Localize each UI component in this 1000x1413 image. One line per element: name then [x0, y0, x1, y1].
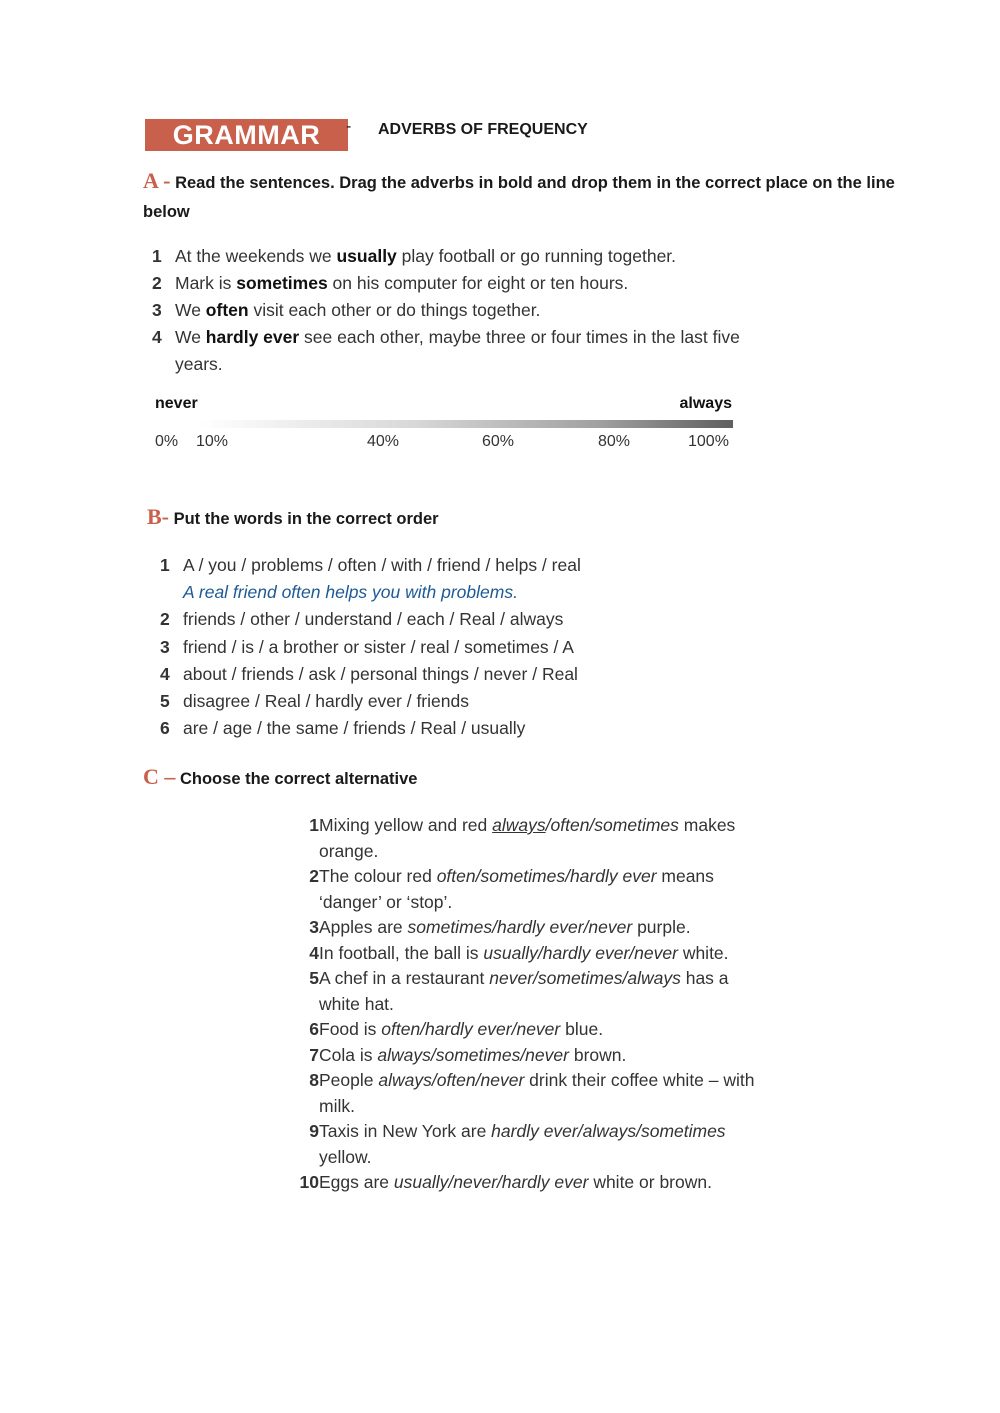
section-c-instruction	[143, 762, 417, 794]
list-item	[160, 552, 581, 606]
section-c-letter: C –	[143, 764, 176, 789]
word-sequence: A / you / problems / often / with / friend / helps / real	[183, 555, 581, 575]
alternative-options[interactable]: always/often/never	[378, 1070, 525, 1090]
list-item	[287, 1119, 767, 1170]
text-segment: has a white hat.	[319, 968, 729, 1014]
list-item	[287, 864, 767, 915]
alternative-options[interactable]: never/sometimes/always	[489, 968, 681, 988]
text-segment: Mark is	[175, 273, 237, 293]
word-sequence: disagree / Real / hardly ever / friends	[183, 691, 469, 712]
item-number: 9	[309, 1121, 319, 1141]
item-number: 2	[152, 273, 162, 293]
list-item	[160, 688, 581, 715]
text-segment: Apples are	[319, 917, 408, 937]
item-text	[319, 1170, 712, 1196]
alternative-options[interactable]: often/hardly ever/never	[381, 1019, 561, 1039]
item-number: 8	[309, 1070, 319, 1090]
bold-adverb[interactable]: sometimes	[236, 273, 328, 293]
item-number: 1	[309, 815, 319, 835]
item-number: 3	[160, 636, 170, 657]
list-item	[152, 297, 752, 324]
item-text	[175, 243, 676, 270]
text-segment: blue.	[560, 1019, 604, 1039]
section-b-letter: B-	[147, 504, 169, 529]
alternative-options[interactable]: usually/never/hardly ever	[393, 1172, 589, 1192]
frequency-scale	[155, 395, 735, 457]
word-sequence: are / age / the same / friends / Real / usually	[183, 718, 526, 739]
text-segment: A chef in a restaurant	[319, 968, 490, 988]
item-content	[183, 661, 578, 688]
text-segment: Food is	[319, 1019, 382, 1039]
bold-adverb[interactable]: often	[205, 300, 249, 320]
item-number: 6	[309, 1019, 319, 1039]
list-item	[287, 966, 767, 1017]
alternative-options[interactable]: hardly ever/always/sometimes	[491, 1121, 726, 1141]
item-number: 4	[309, 942, 319, 963]
list-item	[287, 1170, 767, 1196]
text-segment: makes orange.	[319, 815, 736, 861]
text-segment: play football or go running together.	[396, 246, 677, 266]
frequency-bar[interactable]	[200, 420, 733, 428]
item-text	[175, 297, 540, 324]
scale-never-label[interactable]: never	[155, 395, 198, 412]
item-text	[319, 1068, 767, 1119]
item-number: 1	[160, 555, 170, 575]
item-number: 3	[152, 300, 162, 320]
word-sequence: friend / is / a brother or sister / real / sometimes / A	[183, 636, 574, 657]
example-answer: A real friend often helps you with problems.	[183, 582, 518, 603]
list-item	[152, 270, 752, 297]
item-number: 4	[152, 327, 162, 347]
text-segment: means ‘danger’ or ‘stop’.	[319, 866, 714, 912]
section-b-list	[160, 552, 581, 742]
text-segment: yellow.	[319, 1146, 372, 1167]
word-sequence: about / friends / ask / personal things / never / Real	[183, 663, 578, 684]
text-segment: The colour red	[319, 866, 437, 886]
section-a-list	[152, 243, 752, 378]
text-segment: white.	[677, 942, 729, 963]
text-segment: Taxis in New York are	[319, 1121, 492, 1141]
bold-adverb[interactable]: usually	[336, 246, 397, 266]
list-item	[160, 634, 581, 661]
item-number: 3	[309, 917, 319, 937]
tick-label: 80%	[598, 433, 631, 450]
text-segment: Eggs are	[319, 1172, 394, 1192]
text-segment: white or brown.	[588, 1172, 712, 1192]
title-dash: -	[346, 118, 352, 135]
item-number: 1	[152, 246, 162, 266]
list-item	[160, 661, 581, 688]
alternative-options[interactable]: /often/sometimes	[545, 815, 679, 835]
list-item	[287, 1017, 767, 1043]
item-text	[319, 1119, 767, 1170]
text-segment: brown.	[568, 1044, 627, 1065]
section-b-text: Put the words in the correct order	[173, 510, 439, 528]
text-segment: purple.	[632, 917, 691, 937]
item-text	[319, 966, 767, 1017]
text-segment: In football, the ball is	[319, 942, 484, 963]
alternative-options[interactable]: usually/hardly ever/never	[483, 942, 678, 963]
list-item	[160, 606, 581, 633]
list-item	[287, 941, 767, 967]
text-segment: At the weekends we	[175, 246, 337, 266]
text-segment: on his computer for eight or ten hours.	[327, 273, 629, 293]
item-number: 4	[160, 663, 170, 684]
section-a-text: Read the sentences. Drag the adverbs in bold and drop them in the correct place on the line below	[143, 174, 895, 221]
item-number: 2	[309, 866, 319, 886]
tick-label: 40%	[367, 433, 400, 450]
tick-label: 0%	[155, 433, 179, 450]
item-number: 5	[160, 691, 170, 712]
item-content	[183, 634, 574, 661]
text-segment: see each other, maybe three or four times in the last five years.	[175, 327, 740, 374]
item-text	[319, 813, 767, 864]
text-segment: drink their coffee white – with milk.	[319, 1070, 755, 1116]
item-number: 2	[160, 609, 170, 630]
item-text	[319, 915, 691, 941]
alternative-options[interactable]: often/sometimes/hardly ever	[436, 866, 657, 886]
alternative-options[interactable]: always/sometimes/never	[377, 1044, 569, 1065]
item-content	[183, 715, 525, 742]
bold-adverb[interactable]: hardly ever	[205, 327, 300, 347]
text-segment: People	[319, 1070, 379, 1090]
section-c-text: Choose the correct alternative	[179, 770, 418, 788]
item-content	[183, 688, 469, 715]
item-text	[175, 324, 752, 378]
section-a-instruction	[143, 166, 903, 227]
item-text	[319, 1043, 626, 1069]
text-segment: We	[175, 300, 206, 320]
list-item	[287, 1043, 767, 1069]
list-item	[287, 1068, 767, 1119]
text-segment: We	[175, 327, 206, 347]
item-text	[175, 270, 628, 297]
list-item	[160, 715, 581, 742]
list-item	[287, 813, 767, 864]
scale-always-label[interactable]: always	[679, 395, 732, 412]
list-item	[287, 915, 767, 941]
alternative-options[interactable]: sometimes/hardly ever/never	[407, 917, 633, 937]
grammar-badge: GRAMMAR	[145, 119, 348, 151]
section-a-letter: A -	[143, 168, 171, 193]
worksheet-title: ADVERBS OF FREQUENCY	[378, 121, 588, 138]
section-c-list	[287, 813, 767, 1196]
item-text	[319, 941, 729, 967]
text-segment: Mixing yellow and red	[319, 815, 493, 835]
item-number: 7	[309, 1044, 319, 1065]
word-sequence: friends / other / understand / each / Real / always	[183, 609, 564, 630]
item-text	[319, 1017, 603, 1043]
list-item	[152, 243, 752, 270]
text-segment: Cola is	[319, 1044, 378, 1065]
tick-label: 10%	[196, 433, 229, 450]
item-number: 10	[299, 1172, 319, 1192]
item-content	[183, 552, 581, 606]
alternative-options[interactable]: always	[492, 815, 546, 835]
item-text	[319, 864, 767, 915]
item-content	[183, 606, 563, 633]
tick-label: 100%	[688, 433, 729, 450]
list-item	[152, 324, 752, 378]
section-b-instruction	[147, 502, 439, 534]
tick-label: 60%	[482, 433, 515, 450]
item-number: 6	[160, 718, 170, 739]
text-segment: visit each other or do things together.	[248, 300, 541, 320]
item-number: 5	[309, 968, 319, 988]
